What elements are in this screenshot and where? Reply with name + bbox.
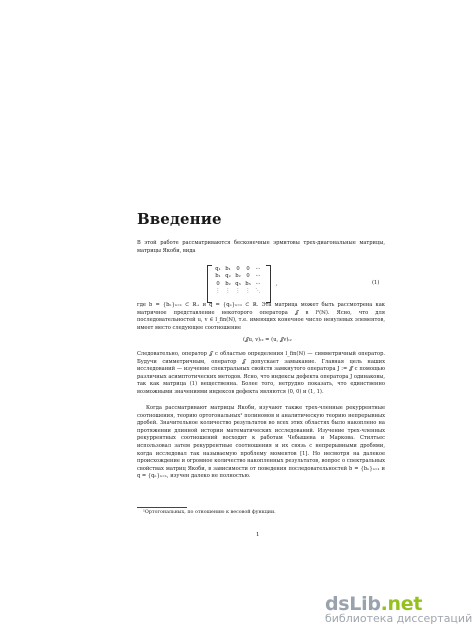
- matrix-cell: ⋮: [215, 288, 221, 295]
- matrix-row: [213, 288, 263, 295]
- definition-paragraph: где b = {bₙ}ₙ₌₁ ⊂ ℝ₊ и q = {qₙ}ₙ₌₁ ⊂ ℝ. Эта матрица может быть рассмотрена как матричное представление некоторого оператора 𝒥 в l²(ℕ). Ясно, что для последовательностей u, v ∈ l_fin(ℕ), т.е. имеющих конечное число ненулевых элементов, имеет место следующее соотношение: [137, 302, 385, 331]
- watermark-logo-domain: .net: [380, 593, 423, 615]
- matrix-row: [213, 281, 263, 288]
- matrix-cell: q₂: [225, 273, 231, 280]
- matrix-cell: b₃: [245, 280, 251, 287]
- jacobi-matrix: [213, 266, 263, 296]
- watermark-subtitle: библиотека диссертаций: [325, 612, 472, 625]
- matrix-trailing-comma: ,: [276, 281, 278, 287]
- matrix-cell: ⋱: [255, 288, 261, 295]
- matrix-row: [213, 266, 263, 273]
- matrix-cell: ⋮: [235, 288, 241, 295]
- matrix-cell: b₂: [225, 280, 231, 287]
- footnote-rule: [137, 507, 187, 508]
- matrix-cell: q₃: [235, 280, 241, 287]
- matrix-cell: ⋮: [225, 288, 231, 295]
- matrix-cell: 0: [236, 266, 240, 272]
- watermark: [325, 593, 472, 625]
- matrix-left-bracket: [207, 265, 212, 303]
- matrix-row: [213, 273, 263, 280]
- matrix-cell: ⋮: [245, 288, 251, 295]
- matrix-right-bracket: [266, 265, 271, 303]
- display-equation: (𝒥u, v)ₗ₂ = (u, 𝒥v)ₗ₂: [243, 337, 292, 343]
- matrix-cell: b₁: [215, 273, 221, 280]
- matrix-cell: ···: [255, 273, 261, 280]
- matrix-cell: b₁: [225, 266, 231, 272]
- matrix-cell: ···: [255, 266, 261, 272]
- footnote: ¹Ортогональных, по отношению к весовой функции.: [143, 510, 276, 515]
- history-paragraph: Когда рассматривают матрицы Якоби, изучают также трех-членные рекуррентные соотношения, теорию ортогональных¹ полиномов и аналитическую теорию непрерывных дробей. Значительное количество результатов во всех этих областях было накоплено на протяжении длинной истории математических исследований. Изучение трех-членных рекуррентных соотношений восходит к работам Чебышева и Маркова. Стилтьес использовал затем рекуррентные соотношения и их связь с непрерывными дробями, когда исследовал так называемую проблему моментов [1]. Но несмотря на далекое происхождение и огромное количество накопленных результатов, вопрос о спектральных свойствах матриц Якоби, в зависимости от поведения последовательностей b = {bₙ}ₙ₌₁ и q = {qₙ}ₙ₌₁, изучен далеко не полностью.: [137, 405, 385, 480]
- matrix-cell: 0: [246, 266, 250, 272]
- equation-number: (1): [372, 280, 380, 286]
- matrix-cell: b₂: [235, 273, 241, 280]
- watermark-logo-main: dsLib: [325, 593, 381, 615]
- page-number: 1: [256, 532, 260, 538]
- matrix-cell: q₁: [215, 266, 221, 272]
- matrix-cell: ···: [255, 280, 261, 287]
- matrix-cell: 0: [246, 273, 250, 280]
- section-heading: Введение: [137, 210, 222, 228]
- operator-paragraph: Следовательно, оператор 𝒥 с областью определения l_fin(ℕ) — симметричный оператор. Будучи симметричным, оператор 𝒥 допускает замыкание. Главная цель наших исследований — изучение спектральных свойств замкнутого оператора J := 𝒥̄ с помощью различных асимптотических методов. Ясно, что индексы дефекта оператора J одинаковы, так как матрица (1) вещественна. Более того, нетрудно показать, что единственно возможными значениями индексов дефекта являются (0, 0) и (1, 1).: [137, 351, 385, 395]
- matrix-cell: 0: [216, 280, 220, 287]
- intro-paragraph: В этой работе рассматриваются бесконечные эрмитовы трех-диагональные матрицы, матрицы Якоби, вида: [137, 240, 385, 254]
